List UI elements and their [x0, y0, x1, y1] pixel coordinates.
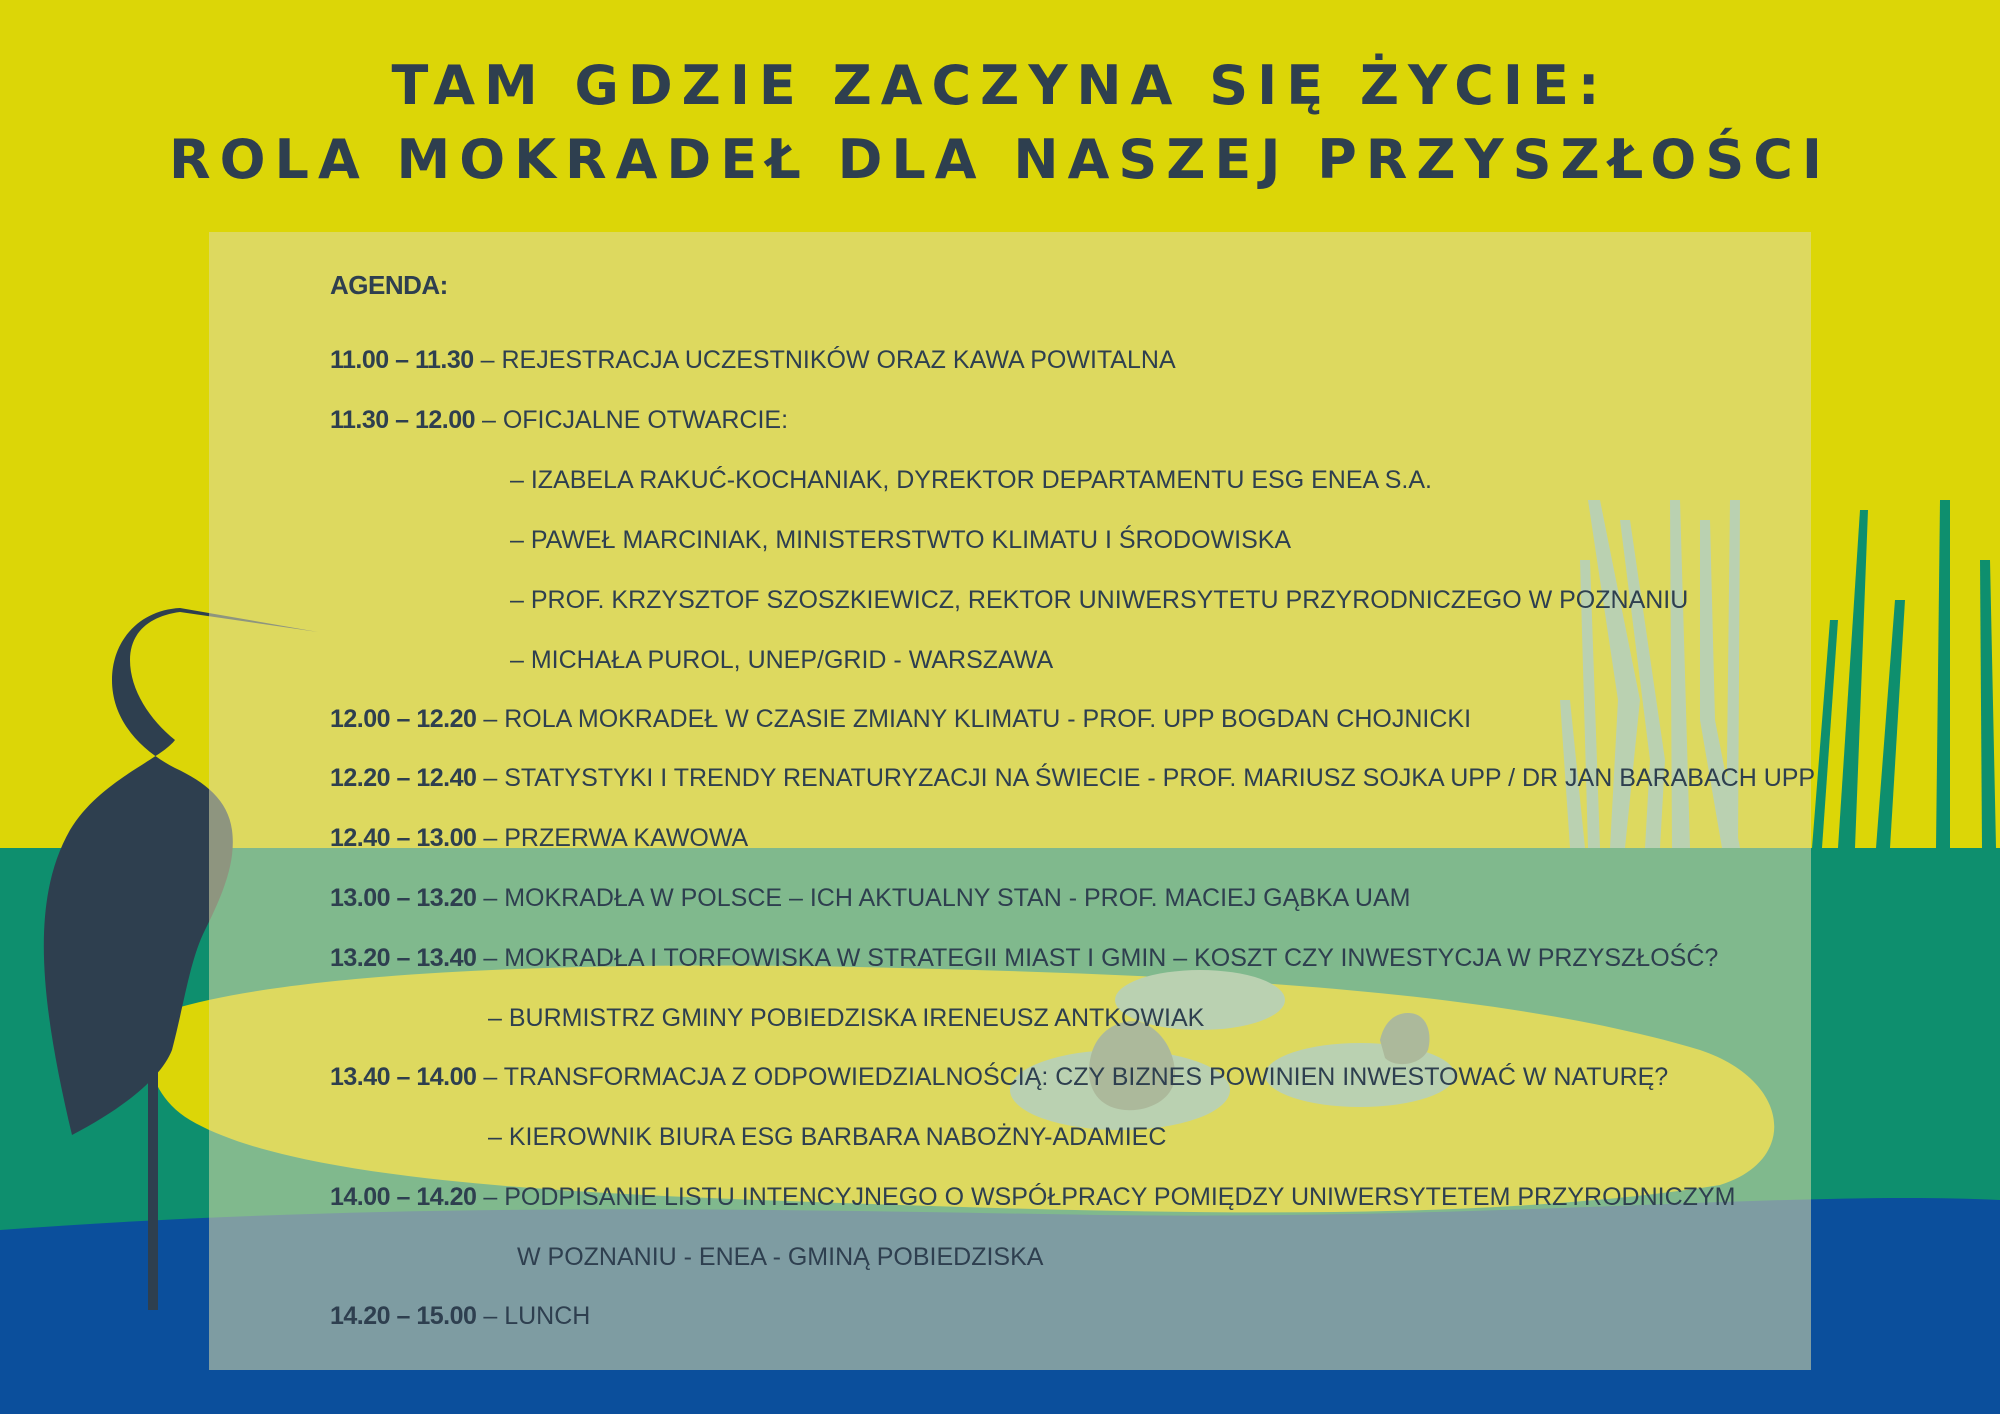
agenda-subitem — [488, 1003, 1204, 1033]
agenda-text: – BURMISTRZ GMINY POBIEDZISKA IRENEUSZ ANTKOWIAK — [488, 1004, 1205, 1032]
agenda-text: – TRANSFORMACJA Z ODPOWIEDZIALNOŚCIĄ: CZY BIZNES POWINIEN INWESTOWAĆ W NATURĘ? — [476, 1063, 1669, 1091]
agenda-text: – STATYSTYKI I TRENDY RENATURYZACJI NA ŚWIECIE - PROF. MARIUSZ SOJKA UPP / DR JAN BARABACH UPP — [476, 764, 1816, 792]
agenda-text: – LUNCH — [476, 1302, 591, 1330]
agenda-item — [330, 943, 1718, 973]
agenda-text: – MOKRADŁA W POLSCE – ICH AKTUALNY STAN - PROF. MACIEJ GĄBKA UAM — [476, 884, 1411, 912]
agenda-subitem — [510, 645, 1053, 675]
agenda-text: – KIEROWNIK BIURA ESG BARBARA NABOŻNY-ADAMIEC — [488, 1123, 1167, 1151]
page-title-line-1: TAM GDZIE ZACZYNA SIĘ ŻYCIE: — [391, 54, 1609, 117]
agenda-subitem — [517, 1242, 1043, 1272]
agenda-text: – PAWEŁ MARCINIAK, MINISTERSTWTO KLIMATU I ŚRODOWISKA — [510, 526, 1292, 554]
agenda-time: 13.00 – 13.20 — [330, 884, 477, 912]
agenda-time: 11.30 – 12.00 — [330, 406, 476, 434]
agenda-item — [330, 1182, 1735, 1212]
agenda-time: 13.40 – 14.00 — [330, 1063, 477, 1091]
agenda-time: 14.00 – 14.20 — [330, 1183, 477, 1211]
agenda-text: – IZABELA RAKUĆ-KOCHANIAK, DYREKTOR DEPARTAMENTU ESG ENEA S.A. — [510, 466, 1432, 494]
agenda-time: 12.20 – 12.40 — [330, 764, 477, 792]
agenda-text: – REJESTRACJA UCZESTNIKÓW ORAZ KAWA POWITALNA — [473, 346, 1176, 374]
agenda-text: W POZNANIU - ENEA - GMINĄ POBIEDZISKA — [517, 1243, 1044, 1271]
agenda-time: 12.40 – 13.00 — [330, 824, 477, 852]
agenda-item — [330, 704, 1471, 734]
agenda-item — [330, 405, 788, 435]
agenda-item — [330, 823, 748, 853]
agenda-time: 13.20 – 13.40 — [330, 944, 477, 972]
agenda-text: – OFICJALNE OTWARCIE: — [475, 406, 789, 434]
agenda-time: 11.00 – 11.30 — [330, 346, 474, 374]
agenda-time: 14.20 – 15.00 — [330, 1302, 477, 1330]
agenda-item — [330, 763, 1815, 793]
agenda-text: – MICHAŁA PUROL, UNEP/GRID - WARSZAWA — [510, 646, 1054, 674]
agenda-heading: AGENDA: — [330, 270, 448, 300]
agenda-subitem — [510, 465, 1432, 495]
agenda-text: – ROLA MOKRADEŁ W CZASIE ZMIANY KLIMATU - PROF. UPP BOGDAN CHOJNICKI — [476, 705, 1472, 733]
agenda-text: – PROF. KRZYSZTOF SZOSZKIEWICZ, REKTOR UNIWERSYTETU PRZYRODNICZEGO W POZNANIU — [510, 586, 1689, 614]
agenda-item — [330, 1062, 1668, 1092]
agenda-subitem — [488, 1122, 1166, 1152]
agenda-item — [330, 345, 1176, 375]
agenda-time: 12.00 – 12.20 — [330, 705, 477, 733]
agenda-text: – PODPISANIE LISTU INTENCYJNEGO O WSPÓŁPRACY POMIĘDZY UNIWERSYTETEM PRZYRODNICZYM — [476, 1183, 1736, 1211]
agenda-item — [330, 883, 1410, 913]
agenda-text: – MOKRADŁA I TORFOWISKA W STRATEGII MIAST I GMIN – KOSZT CZY INWESTYCJA W PRZYSZŁOŚĆ? — [476, 944, 1719, 972]
agenda-text: – PRZERWA KAWOWA — [476, 824, 749, 852]
page-title-line-2: ROLA MOKRADEŁ DLA NASZEJ PRZYSZŁOŚCI — [169, 128, 1831, 191]
agenda-subitem — [510, 525, 1291, 555]
agenda-subitem — [510, 585, 1688, 615]
agenda-item — [330, 1301, 590, 1331]
